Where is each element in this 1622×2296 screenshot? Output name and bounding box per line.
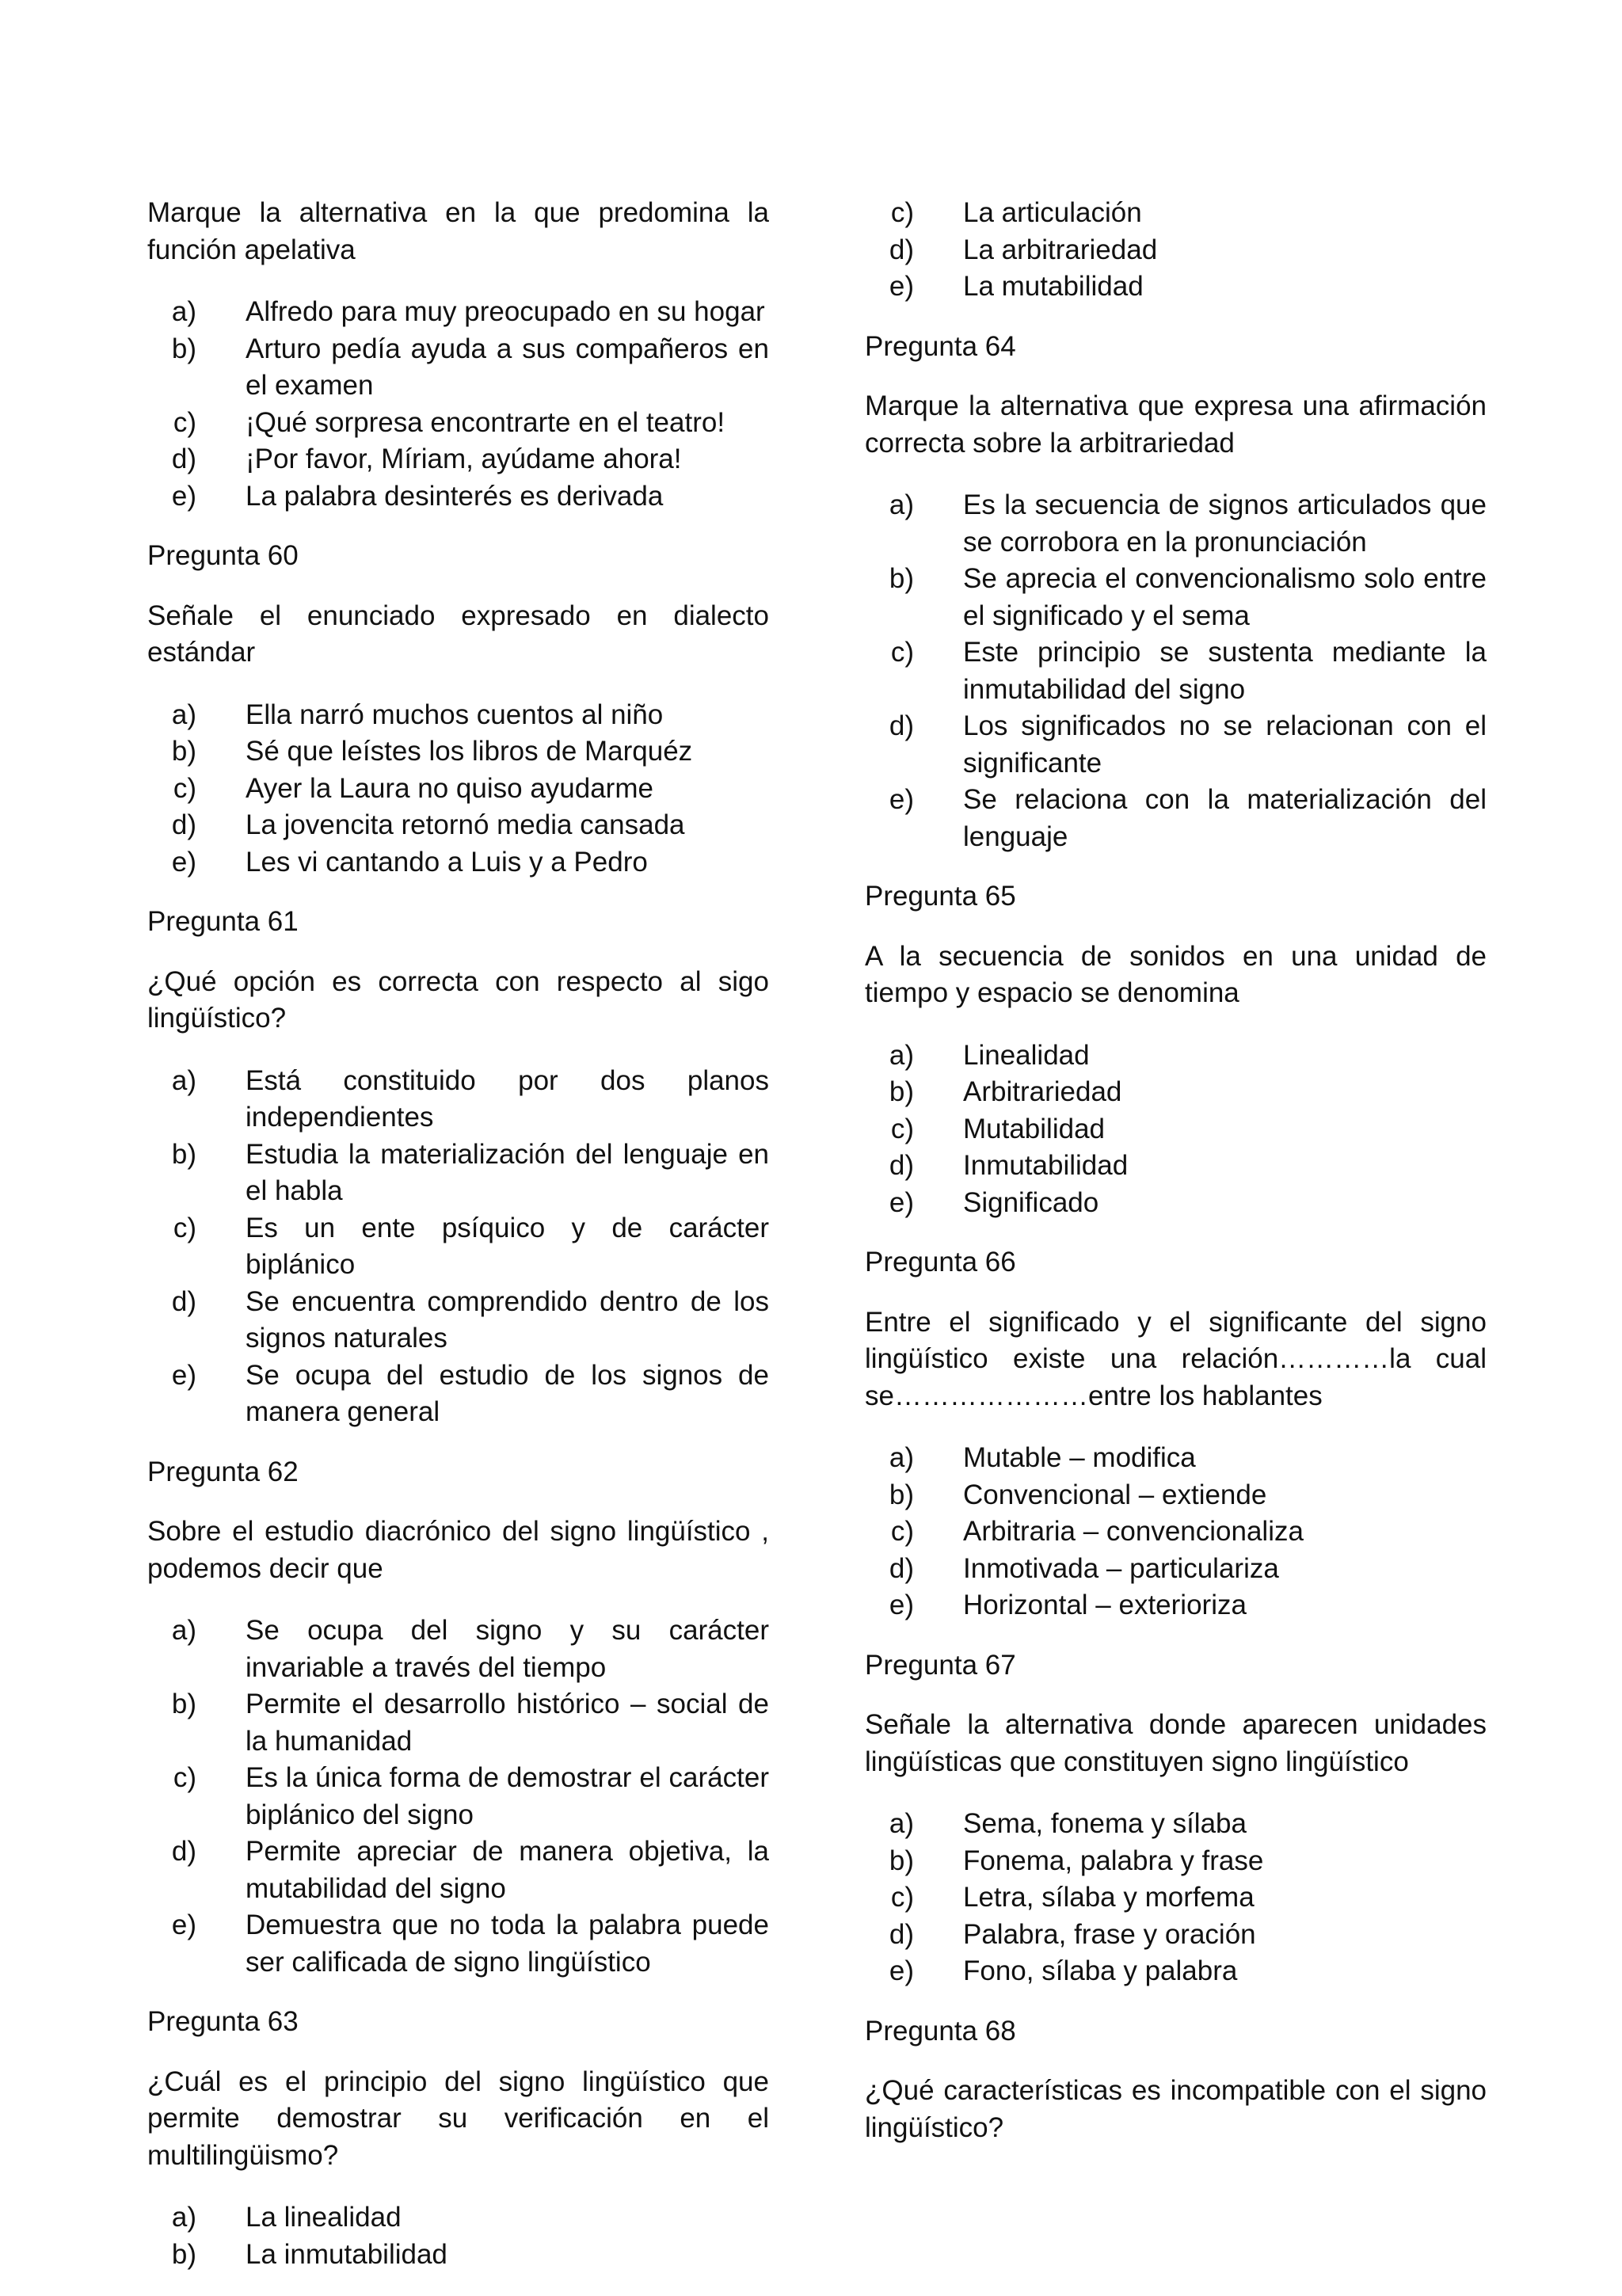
question-65 bbox=[865, 878, 1487, 1221]
option-d: d) Palabra, frase y oración bbox=[889, 1918, 1256, 1950]
option-e: e) Horizontal – exterioriza bbox=[889, 1590, 1247, 1620]
question-label: Pregunta 61 bbox=[147, 906, 299, 937]
option-b: b) Arbitrariedad bbox=[889, 1076, 1122, 1107]
options-list bbox=[147, 1063, 769, 1431]
option-d: d) La arbitrariedad bbox=[889, 234, 1158, 265]
option-b: b) Convencional – extiende bbox=[889, 1479, 1267, 1510]
option-e: e) Les vi cantando a Luis y a Pedro bbox=[171, 846, 648, 878]
question-62 bbox=[147, 1454, 769, 1982]
option-b: b) Arturo pedía ayuda a sus compañeros en el examen bbox=[171, 333, 769, 401]
option-b: b) Fonema, palabra y frase bbox=[889, 1845, 1264, 1876]
option-a: a) Linealidad bbox=[889, 1039, 1090, 1071]
options-list bbox=[865, 487, 1487, 855]
option-e: e) La mutabilidad bbox=[889, 271, 1144, 302]
option-a: a) Mutable – modifica bbox=[889, 1442, 1196, 1473]
option-c: c) Letra, sílaba y morfema bbox=[890, 1882, 1255, 1913]
question-stem: Entre el significado y el significante del signo lingüístico existe una relación…………la cual se…………………entre los hablantes bbox=[865, 1306, 1487, 1411]
option-d: d) Se encuentra comprendido dentro de los signos naturales bbox=[171, 1285, 769, 1354]
question-label: Pregunta 65 bbox=[865, 881, 1016, 912]
question-stem: A la secuencia de sonidos en una unidad de tiempo y espacio se denomina bbox=[865, 940, 1487, 1008]
option-d: d) Permite apreciar de manera objetiva, la mutabilidad del signo bbox=[171, 1836, 769, 1904]
option-a: a) Se ocupa del signo y su carácter invariable a través del tiempo bbox=[171, 1615, 769, 1683]
question-label: Pregunta 67 bbox=[865, 1649, 1016, 1681]
question-68 bbox=[865, 2013, 1487, 2147]
question-label: Pregunta 66 bbox=[865, 1247, 1016, 1277]
option-e: e) Fono, sílaba y palabra bbox=[889, 1955, 1238, 1986]
options-list bbox=[865, 1806, 1487, 1990]
options-list bbox=[865, 195, 1487, 306]
option-b: b) La inmutabilidad bbox=[171, 2238, 447, 2270]
question-label: Pregunta 63 bbox=[147, 2006, 299, 2037]
option-b: b) Se aprecia el convencionalismo solo entre el significado y el sema bbox=[889, 563, 1487, 631]
option-a: a) Sema, fonema y sílaba bbox=[889, 1808, 1247, 1839]
question-label: Pregunta 62 bbox=[147, 1456, 299, 1487]
option-a: a) Está constituido por dos planos independientes bbox=[171, 1064, 769, 1133]
question-label: Pregunta 68 bbox=[865, 2015, 1016, 2047]
option-b: b) Estudia la materialización del lenguaje en el habla bbox=[171, 1138, 769, 1206]
option-d: d) Los significados no se relacionan con el significante bbox=[889, 710, 1487, 779]
question-63-continued bbox=[865, 195, 1487, 306]
question-label: Pregunta 60 bbox=[147, 540, 299, 571]
left-column bbox=[147, 195, 769, 2296]
question-stem: ¿Cuál es el principio del signo lingüístico que permite demostrar su verificación en el multilingüismo? bbox=[147, 2066, 769, 2171]
question-66 bbox=[865, 1244, 1487, 1624]
option-d: d) ¡Por favor, Míriam, ayúdame ahora! bbox=[171, 444, 682, 474]
options-list bbox=[147, 294, 769, 515]
options-list bbox=[147, 2199, 769, 2273]
question-stem: ¿Qué características es incompatible con el signo lingüístico? bbox=[865, 2075, 1487, 2143]
option-b: b) Sé que leístes los libros de Marquéz bbox=[171, 736, 693, 767]
option-b: b) Permite el desarrollo histórico – social de la humanidad bbox=[171, 1689, 769, 1757]
option-d: d) Inmotivada – particulariza bbox=[889, 1552, 1279, 1584]
question-61 bbox=[147, 904, 769, 1431]
option-c: c) Este principio se sustenta mediante la inmutabilidad del signo bbox=[890, 637, 1487, 705]
option-c: c) Mutabilidad bbox=[890, 1113, 1105, 1144]
option-c: c) Arbitraria – convencionaliza bbox=[890, 1516, 1304, 1547]
option-a: a) Alfredo para muy preocupado en su hogar bbox=[171, 296, 765, 327]
question-64 bbox=[865, 329, 1487, 856]
option-a: a) Es la secuencia de signos articulados que se corrobora en la pronunciación bbox=[889, 489, 1487, 558]
question-stem: Sobre el estudio diacrónico del signo lingüístico , podemos decir que bbox=[147, 1516, 769, 1584]
option-a: a) La linealidad bbox=[171, 2202, 402, 2233]
question-67 bbox=[865, 1647, 1487, 1990]
options-list bbox=[865, 1038, 1487, 1222]
option-c: c) Ayer la Laura no quiso ayudarme bbox=[173, 772, 653, 804]
option-c: c) ¡Qué sorpresa encontrarte en el teatro! bbox=[173, 406, 725, 438]
options-list bbox=[865, 1440, 1487, 1624]
option-a: a) Ella narró muchos cuentos al niño bbox=[171, 699, 664, 730]
options-list bbox=[147, 697, 769, 881]
option-e: e) La palabra desinterés es derivada bbox=[171, 480, 664, 512]
question-stem: Marque la alternativa que expresa una afirmación correcta sobre la arbitrariedad bbox=[865, 390, 1487, 459]
option-d: d) La jovencita retornó media cansada bbox=[171, 809, 685, 840]
option-e: e) Se relaciona con la materialización del lenguaje bbox=[889, 784, 1487, 852]
option-c: c) Es la única forma de demostrar el carácter biplánico del signo bbox=[173, 1762, 769, 1830]
question-label: Pregunta 64 bbox=[865, 330, 1016, 362]
question-stem: Señale el enunciado expresado en dialecto estándar bbox=[147, 600, 769, 668]
option-c: c) La articulación bbox=[890, 197, 1142, 228]
question-63 bbox=[147, 2004, 769, 2273]
right-column bbox=[865, 195, 1487, 2172]
option-c: c) Es un ente psíquico y de carácter biplánico bbox=[173, 1212, 769, 1280]
options-list bbox=[147, 1613, 769, 1981]
option-e: e) Demuestra que no toda la palabra puede ser calificada de signo lingüístico bbox=[171, 1910, 769, 1978]
question-stem: ¿Qué opción es correcta con respecto al sigo lingüístico? bbox=[147, 965, 769, 1034]
option-d: d) Inmutabilidad bbox=[889, 1150, 1129, 1181]
question-stem: Marque la alternativa en la que predomina la función apelativa bbox=[147, 197, 769, 265]
question-intro bbox=[147, 195, 769, 515]
question-stem: Señale la alternativa donde aparecen unidades lingüísticas que constituyen signo lingüístico bbox=[865, 1709, 1487, 1777]
option-e: e) Se ocupa del estudio de los signos de manera general bbox=[171, 1359, 769, 1427]
question-60 bbox=[147, 538, 769, 881]
option-e: e) Significado bbox=[889, 1186, 1099, 1218]
